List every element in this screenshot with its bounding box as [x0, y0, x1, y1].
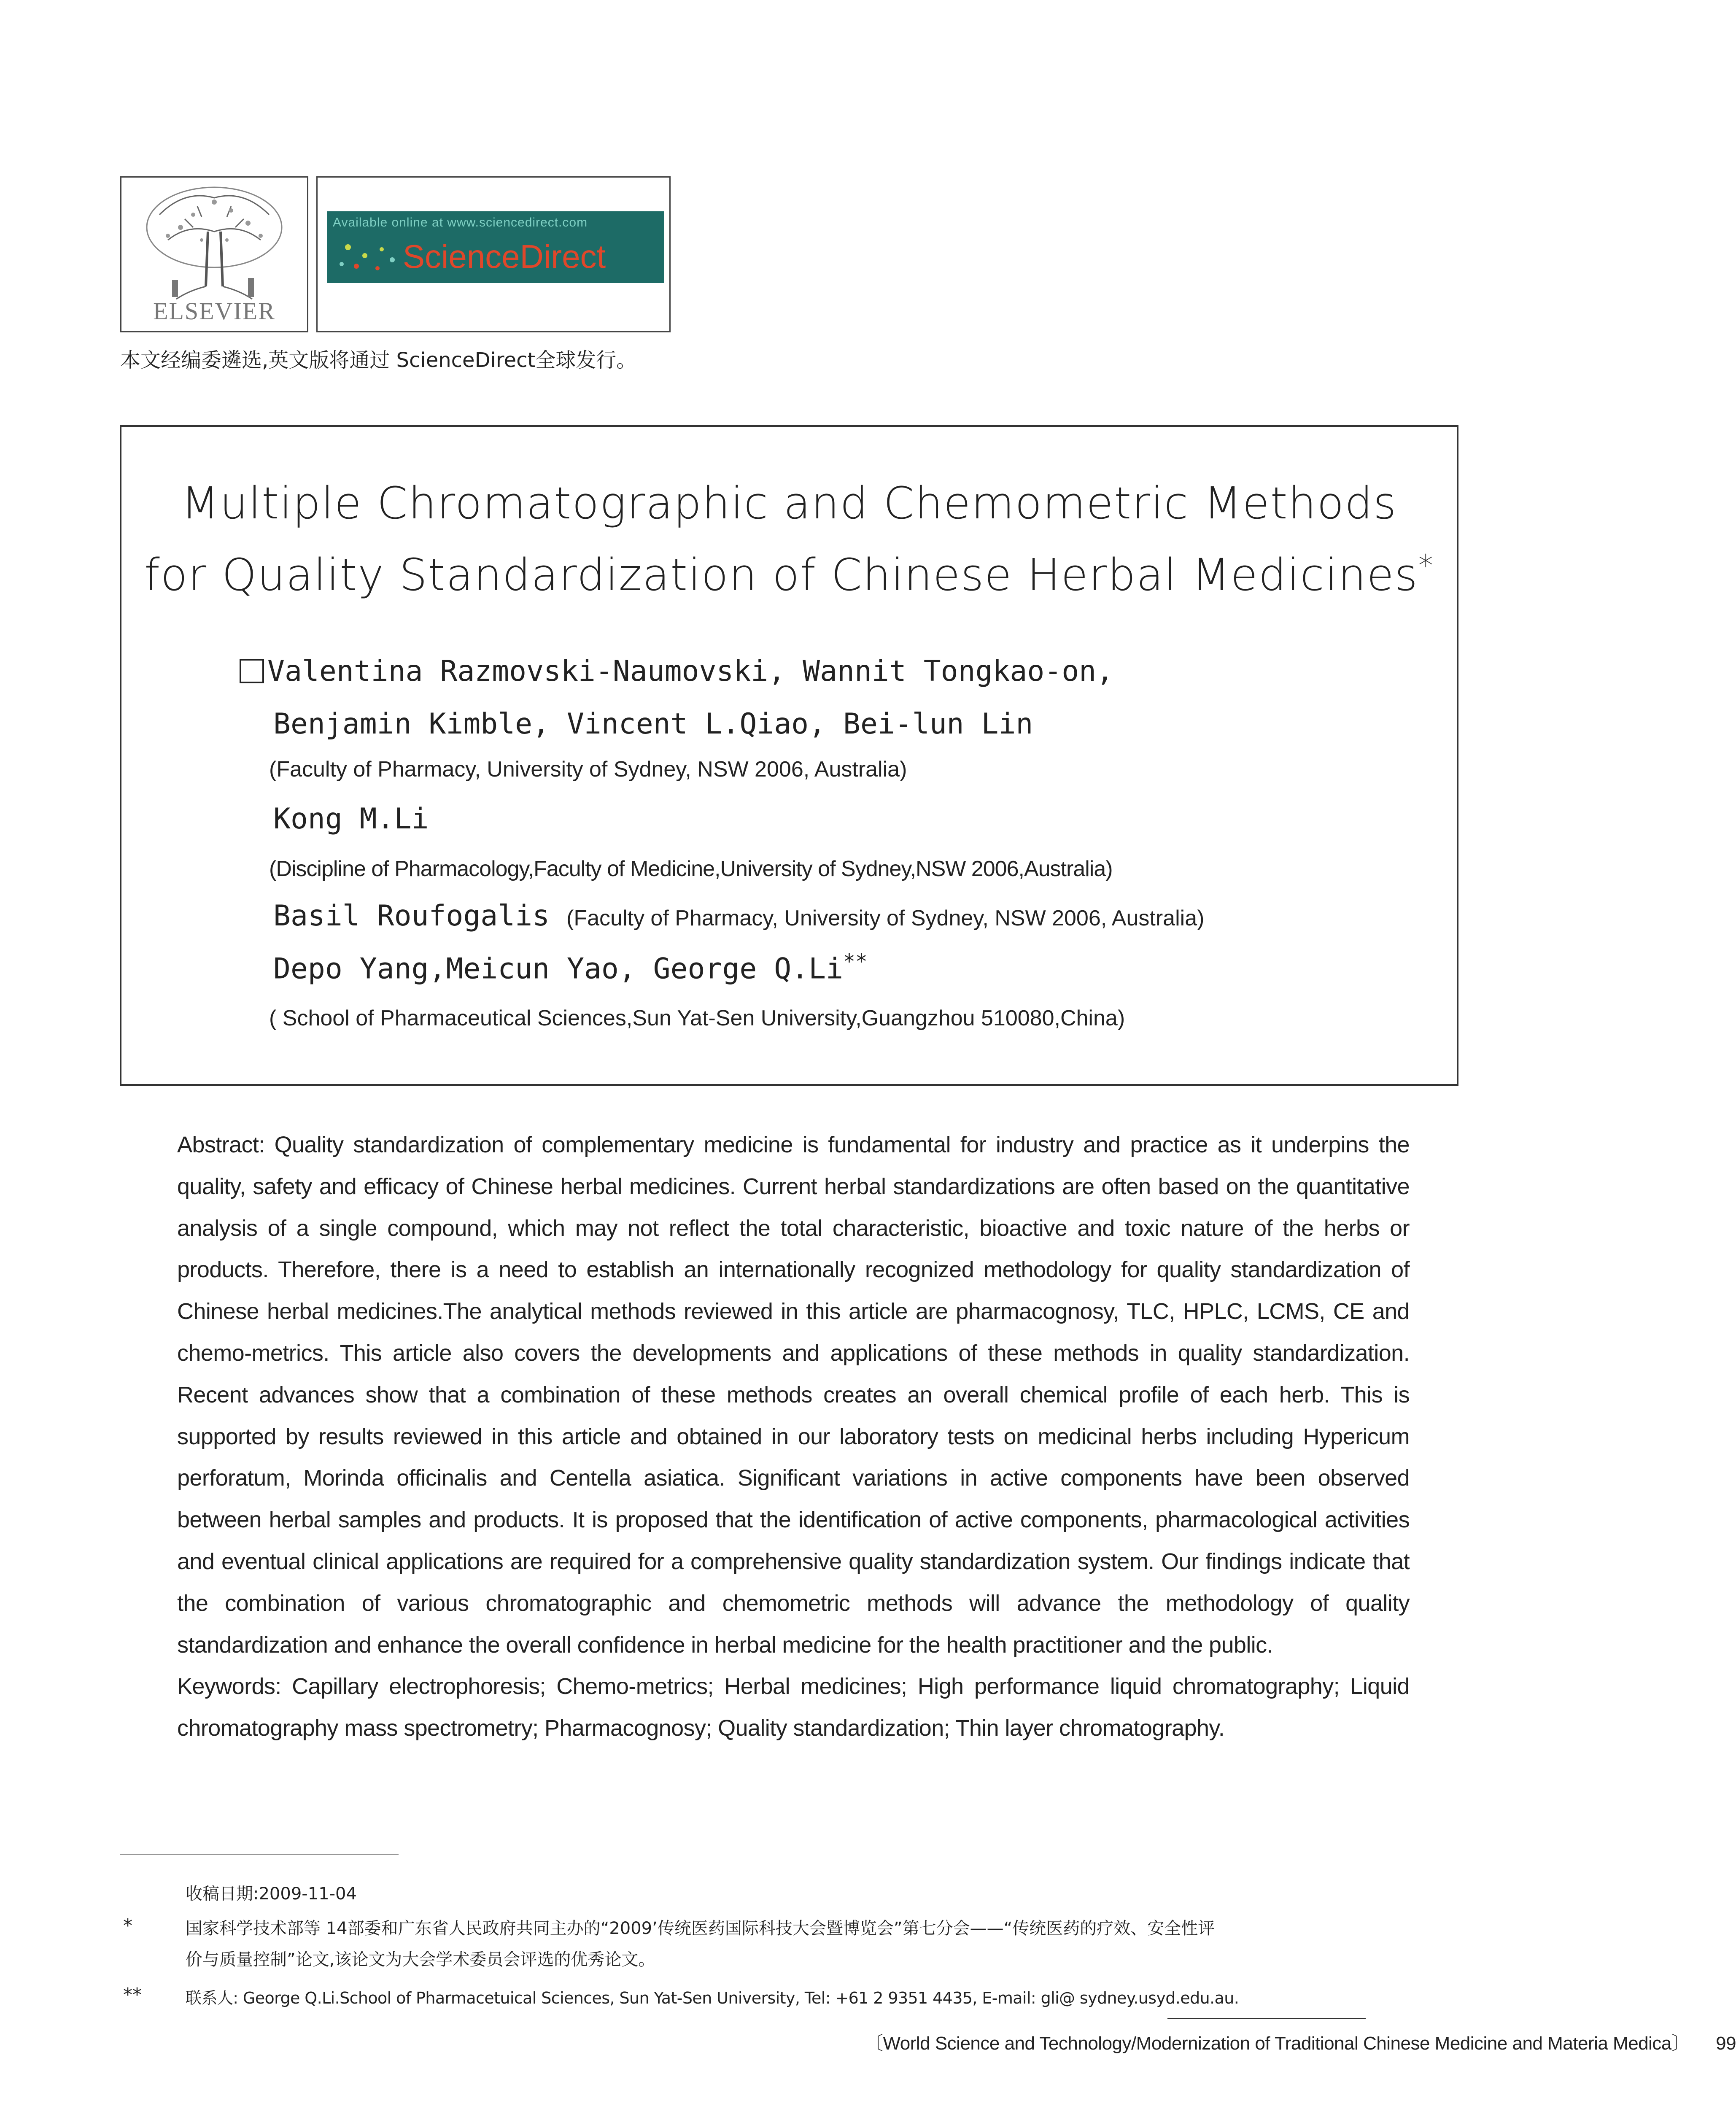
affiliation-2: (Discipline of Pharmacology,Faculty of Medicine,University of Sydney,NSW 2006,Australia) [269, 857, 1113, 881]
author-row-1-text: Valentina Razmovski-Naumovski, Wannit Tongkao-on, [267, 655, 1114, 688]
title-line-2 [121, 548, 1457, 601]
title-line-2-text: for Quality Standardization of Chinese Herbal Medicines [144, 549, 1418, 601]
tree-icon [121, 181, 307, 307]
sciencedirect-tagline: Available online at www.sciencedirect.com [333, 216, 588, 229]
sciencedirect-logo [316, 176, 671, 332]
author-row-3: Kong M.Li [273, 802, 429, 836]
author-row-2: Benjamin Kimble, Vincent L.Qiao, Bei-lun Lin [273, 707, 1033, 741]
title-line-1: Multiple Chromatographic and Chemometric Methods [181, 477, 1397, 529]
sciencedirect-wordmark: ScienceDirect [403, 238, 606, 275]
footnote-star-line-1: 国家科学技术部等 14部委和广东省人民政府共同主办的“2009’传统医药国际科技大会暨博览会”第七分会——“传统医药的疗效、安全性评 [186, 1919, 1215, 1938]
journal-name: 〔World Science and Technology/Modernization of Traditional Chinese Medicine and Materia Medica〕 [865, 2033, 1690, 2054]
footnote-divider [120, 1854, 399, 1855]
elsevier-logo [120, 176, 308, 332]
journal-rule [1167, 2018, 1366, 2019]
footnote-star-marker: * [123, 1915, 132, 1936]
footnote-double-star-marker: ** [123, 1984, 142, 2006]
affiliation-1: (Faculty of Pharmacy, University of Sydney, NSW 2006, Australia) [269, 757, 907, 782]
title-footnote-marker: * [1418, 548, 1434, 583]
author-row-5-text: Depo Yang,Meicun Yao, George Q.Li [273, 952, 844, 986]
author-row-5 [273, 950, 868, 986]
author-row-4-text: Basil Roufogalis [273, 899, 550, 933]
dots-icon [331, 235, 403, 281]
footnote-star-line-2: 价与质量控制”论文,该论文为大会学术委员会评选的优秀论文。 [186, 1950, 655, 1969]
keywords-text: Keywords: Capillary electrophoresis; Chemo-metrics; Herbal medicines; High performance liquid chromatography; Liquid chromatography mass spectrometry; Pharmacognosy; Quality standardization; Thin layer chromatography. [177, 1674, 1410, 1741]
logo-caption: 本文经编委遴选,英文版将通过 ScienceDirect全球发行。 [120, 348, 637, 372]
page-number: 99 [1716, 2033, 1736, 2054]
journal-footer [865, 2028, 1736, 2055]
author-row-1 [240, 655, 1113, 688]
contact-footnote: 联系人: George Q.Li.School of Pharmacetuical Sciences, Sun Yat-Sen University, Tel: +61 2 9351 4435, E-mail: gli@ sydney.usyd.edu.au. [186, 1989, 1239, 2007]
affiliation-4: ( School of Pharmaceutical Sciences,Sun Yat-Sen University,Guangzhou 510080,China) [269, 1006, 1125, 1030]
abstract-block [177, 1124, 1410, 1749]
sciencedirect-banner [327, 211, 664, 283]
abstract-text: Abstract: Quality standardization of complementary medicine is fundamental for industry and practice as it underpins the quality, safety and efficacy of Chinese herbal medicines. Current herbal standardizations are often based on the quantitative analysis of a single compound, which may not reflect the total characteristic, bioactive and toxic nature of the herbs or products. Therefore, there is a need to establish an internationally recognized methodology for quality standardization of Chinese herbal medicines.The analytical methods reviewed in this article are pharmacognosy, TLC, HPLC, LCMS, CE and chemo-metrics. This article also covers the developments and applications of these methods in quality standardization. Recent advances show that a combination of these methods creates an overall chemical profile of each herb. This is supported by results reviewed in this article and obtained in our laboratory tests on medicinal herbs including Hypericum perforatum, Morinda officinalis and Centella asiatica. Significant variations in active components have been observed between herbal samples and products. It is proposed that the identification of active components, pharmacological activities and eventual clinical applications are required for a comprehensive quality standardization system. Our findings indicate that the combination of various chromatographic and chemometric methods will advance the methodology of quality standardization and enhance the overall confidence in herbal medicine for the health practitioner and the public. [177, 1132, 1410, 1658]
author-footnote-marker: ** [843, 950, 868, 974]
received-date: 收稿日期:2009-11-04 [186, 1884, 357, 1904]
title-frame [120, 425, 1458, 1086]
elsevier-wordmark: ELSEVIER [153, 297, 275, 325]
square-icon [240, 659, 264, 683]
affiliation-3: (Faculty of Pharmacy, University of Sydney, NSW 2006, Australia) [566, 906, 1205, 930]
author-row-4 [273, 899, 1204, 933]
